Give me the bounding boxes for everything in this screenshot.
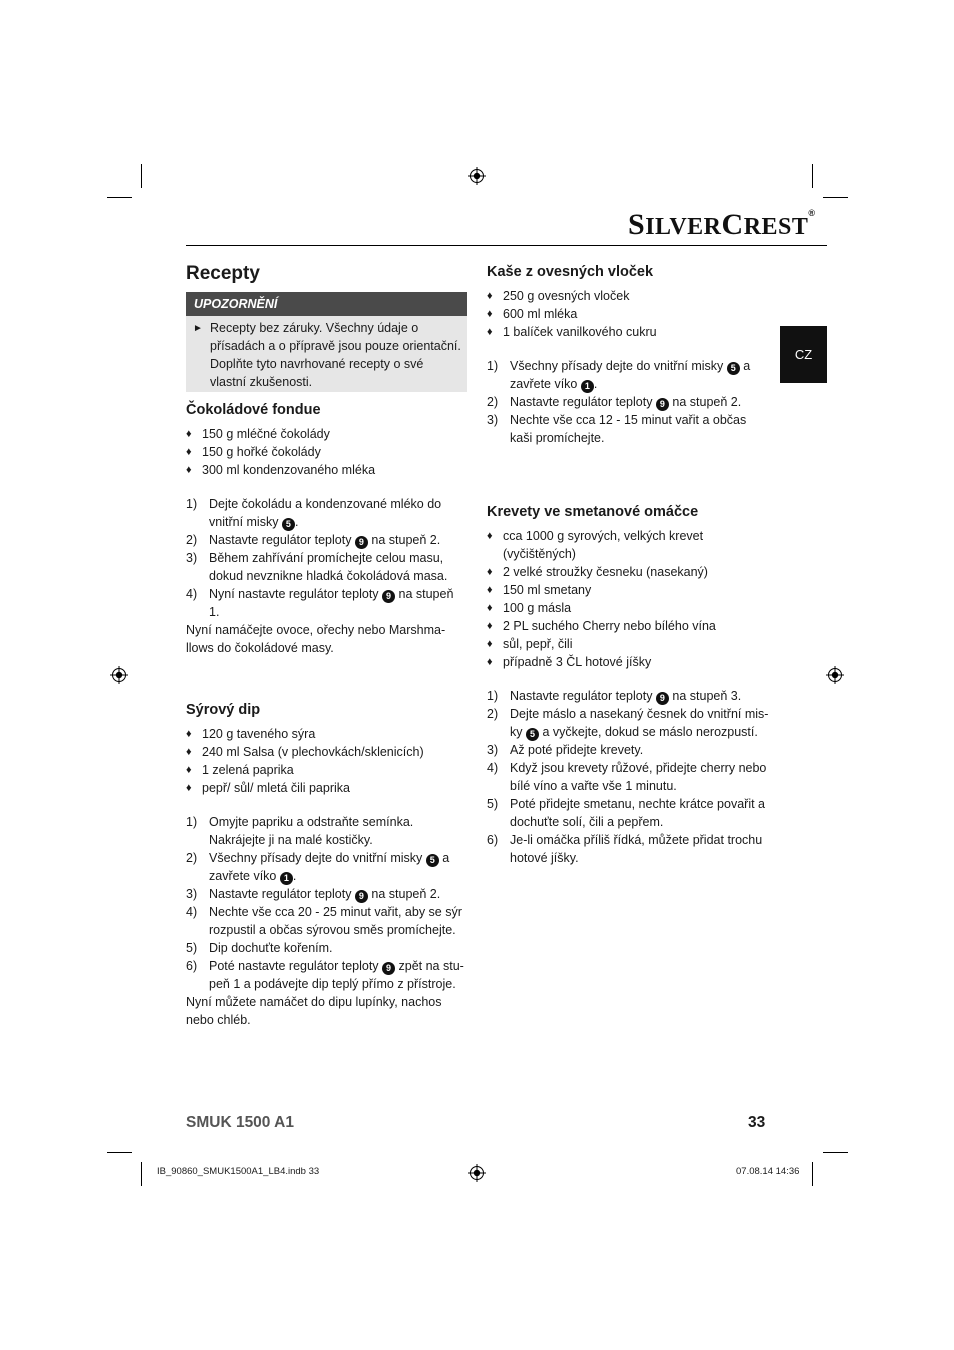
ingredient-item: ♦ 150 ml smetany xyxy=(487,581,769,599)
ingredient-item: ♦ 250 g ovesných vloček xyxy=(487,287,757,305)
step-number: 3) xyxy=(186,887,198,901)
step-text: na stupeň 2. xyxy=(367,887,441,901)
kase-title: Kaše z ovesných vloček xyxy=(487,264,654,280)
step-text: Všechny přísady dejte do vnitřní misky xyxy=(209,851,426,865)
crop-mark xyxy=(812,164,813,188)
step-item xyxy=(487,741,769,759)
note-heading: UPOZORNĚNÍ xyxy=(186,292,467,316)
step-text: Nyní nastavte regulátor teploty xyxy=(209,587,383,601)
step-number: 4) xyxy=(487,761,499,775)
print-slug-left: IB_90860_SMUK1500A1_LB4.indb 33 xyxy=(157,1166,320,1177)
part-number-badge: 9 xyxy=(355,890,368,903)
step-text: Když jsou krevety růžové, přidejte cherry nebo bílé víno a vařte vše 1 minutu. xyxy=(510,761,767,793)
step-number: 3) xyxy=(487,413,499,427)
crop-mark xyxy=(141,164,142,188)
fondue-closing: Nyní namáčejte ovoce, ořechy nebo Marshma-llows do čokoládové masy. xyxy=(186,623,446,655)
step-text: Během zahřívání promíchejte celou masu, dokud nevznikne hladká čokoládová masa. xyxy=(209,551,448,583)
part-number-badge: 1 xyxy=(280,872,293,885)
brand-logo: SILVERCREST® xyxy=(628,208,816,241)
registration-mark-icon xyxy=(826,666,844,684)
step-text: Nastavte regulátor teploty xyxy=(510,395,656,409)
note-body xyxy=(186,316,467,392)
step-text: a zavřete víko xyxy=(209,851,450,883)
ingredient-item: ♦ 2 velké stroužky česneku (nasekaný) xyxy=(487,563,769,581)
part-number-badge: 1 xyxy=(581,380,594,393)
ingredient-item: ♦ 150 g hořké čokolády xyxy=(186,443,467,461)
step-text: Omyjte papriku a odstraňte semínka. Nakrájejte ji na malé kostičky. xyxy=(209,815,414,847)
step-number: 1) xyxy=(487,689,499,703)
header-rule xyxy=(186,245,827,246)
step-text: na stupeň 2. xyxy=(367,533,441,547)
step-item xyxy=(487,393,757,411)
step-item xyxy=(487,759,769,795)
step-text: na stupeň 2. xyxy=(668,395,742,409)
krevety-title: Krevety ve smetanové omáčce xyxy=(487,504,699,520)
step-text: . xyxy=(593,377,598,391)
step-item xyxy=(186,813,467,849)
step-number: 6) xyxy=(487,833,499,847)
step-item xyxy=(487,687,769,705)
step-text: Až poté přidejte krevety. xyxy=(510,743,644,757)
step-number: 1) xyxy=(186,815,198,829)
step-text: Dip dochuťte kořením. xyxy=(209,941,333,955)
step-text: a vyčkejte, dokud se máslo nerozpustí. xyxy=(538,725,758,739)
part-number-badge: 5 xyxy=(526,728,539,741)
kase-section xyxy=(487,263,757,447)
ingredient-item: ♦ sůl, pepř, čili xyxy=(487,635,769,653)
step-item xyxy=(186,939,467,957)
ingredient-item: ♦ 120 g taveného sýra xyxy=(186,725,467,743)
crop-mark xyxy=(107,1152,132,1153)
part-number-badge: 9 xyxy=(382,962,395,975)
step-item xyxy=(186,903,467,939)
step-number: 6) xyxy=(186,959,198,973)
step-item xyxy=(487,831,769,867)
note-text: Recepty bez záruky. Všechny údaje o přísadách a o přípravě jsou pouze orientační. Doplňte tyto navrhované recepty o své vlastní zkušenosti. xyxy=(210,321,461,389)
crop-mark xyxy=(141,1162,142,1186)
step-text: Dejte máslo a nasekaný česnek do vnitřní mis-ky xyxy=(510,707,769,739)
step-number: 5) xyxy=(186,941,198,955)
crop-mark xyxy=(823,197,848,198)
ingredient-item: ♦ 600 ml mléka xyxy=(487,305,757,323)
step-item xyxy=(186,849,467,885)
registration-mark-icon xyxy=(468,1164,486,1182)
step-number: 2) xyxy=(186,851,198,865)
step-item xyxy=(186,531,467,549)
crop-mark xyxy=(823,1152,848,1153)
step-item xyxy=(186,957,467,993)
step-number: 5) xyxy=(487,797,499,811)
step-item xyxy=(487,705,769,741)
step-text: zpět na stu-peň 1 a podávejte dip teplý přímo z přístroje. xyxy=(209,959,464,991)
part-number-badge: 5 xyxy=(282,518,295,531)
ingredient-item: ♦ 300 ml kondenzovaného mléka xyxy=(186,461,467,479)
registration-mark-icon xyxy=(468,167,486,185)
step-text: Dejte čokoládu a kondenzované mléko do vnitřní misky xyxy=(209,497,442,529)
step-text: Všechny přísady dejte do vnitřní misky xyxy=(510,359,727,373)
part-number-badge: 5 xyxy=(727,362,740,375)
model-name: SMUK 1500 A1 xyxy=(186,1114,294,1131)
ingredient-item: ♦ případně 3 ČL hotové jíšky xyxy=(487,653,769,671)
step-number: 3) xyxy=(487,743,499,757)
print-slug-right: 07.08.14 14:36 xyxy=(736,1166,800,1177)
step-text: a zavřete víko xyxy=(510,359,751,391)
registration-mark-icon xyxy=(110,666,128,684)
part-number-badge: 9 xyxy=(656,398,669,411)
step-number: 2) xyxy=(487,707,499,721)
step-text: . xyxy=(294,515,299,529)
step-text: Nechte vše cca 20 - 25 minut vařit, aby se sýr rozpustil a občas sýrovou směs promíchejte. xyxy=(209,905,462,937)
ingredient-item: ♦ 150 g mléčné čokolády xyxy=(186,425,467,443)
crop-mark xyxy=(812,1162,813,1186)
step-number: 1) xyxy=(487,359,499,373)
step-text: na stupeň 3. xyxy=(668,689,742,703)
part-number-badge: 5 xyxy=(426,854,439,867)
step-item xyxy=(186,495,467,531)
step-number: 3) xyxy=(186,551,198,565)
ingredient-item: ♦ 1 zelená paprika xyxy=(186,761,467,779)
crop-mark xyxy=(107,197,132,198)
step-text: na stupeň 1. xyxy=(209,587,454,619)
step-number: 4) xyxy=(186,905,198,919)
step-number: 2) xyxy=(487,395,499,409)
step-item xyxy=(487,795,769,831)
step-text: Nastavte regulátor teploty xyxy=(510,689,656,703)
ingredient-item: ♦ 1 balíček vanilkového cukru xyxy=(487,323,757,341)
part-number-badge: 9 xyxy=(382,590,395,603)
part-number-badge: 9 xyxy=(656,692,669,705)
page-title: Recepty xyxy=(186,263,260,284)
step-text: Poté přidejte smetanu, nechte krátce povařit a dochuťte solí, čili a pepřem. xyxy=(510,797,766,829)
step-number: 1) xyxy=(186,497,198,511)
dip-closing: Nyní můžete namáčet do dipu lupínky, nachos nebo chléb. xyxy=(186,995,442,1027)
step-text: Nastavte regulátor teploty xyxy=(209,533,355,547)
step-text: Nastavte regulátor teploty xyxy=(209,887,355,901)
krevety-section xyxy=(487,503,769,867)
ingredient-item: ♦ pepř/ sůl/ mletá čili paprika xyxy=(186,779,467,797)
step-number: 2) xyxy=(186,533,198,547)
step-text: Poté nastavte regulátor teploty xyxy=(209,959,383,973)
ingredient-item: ♦ 240 ml Salsa (v plechovkách/sklenicích) xyxy=(186,743,467,761)
step-item xyxy=(186,549,467,585)
fondue-section xyxy=(186,401,467,657)
step-text: Je-li omáčka příliš řídká, můžete přidat trochu hotové jíšky. xyxy=(510,833,763,865)
ingredient-item: ♦ cca 1000 g syrových, velkých krevet (vyčištěných) xyxy=(487,527,769,563)
step-text: Nechte vše cca 12 - 15 minut vařit a občas kaši promíchejte. xyxy=(510,413,747,445)
ingredient-item: ♦ 2 PL suchého Cherry nebo bílého vína xyxy=(487,617,769,635)
step-item xyxy=(487,411,757,447)
fondue-title: Čokoládové fondue xyxy=(186,402,321,418)
step-item xyxy=(487,357,757,393)
dip-section xyxy=(186,701,467,1029)
arrow-right-icon: ► xyxy=(193,323,203,334)
dip-title: Sýrový dip xyxy=(186,702,261,718)
step-number: 4) xyxy=(186,587,198,601)
ingredient-item: ♦ 100 g másla xyxy=(487,599,769,617)
language-tab: CZ xyxy=(780,326,827,383)
step-item xyxy=(186,885,467,903)
page-number: 33 xyxy=(748,1114,766,1131)
part-number-badge: 9 xyxy=(355,536,368,549)
step-text: . xyxy=(292,869,297,883)
step-item xyxy=(186,585,467,621)
